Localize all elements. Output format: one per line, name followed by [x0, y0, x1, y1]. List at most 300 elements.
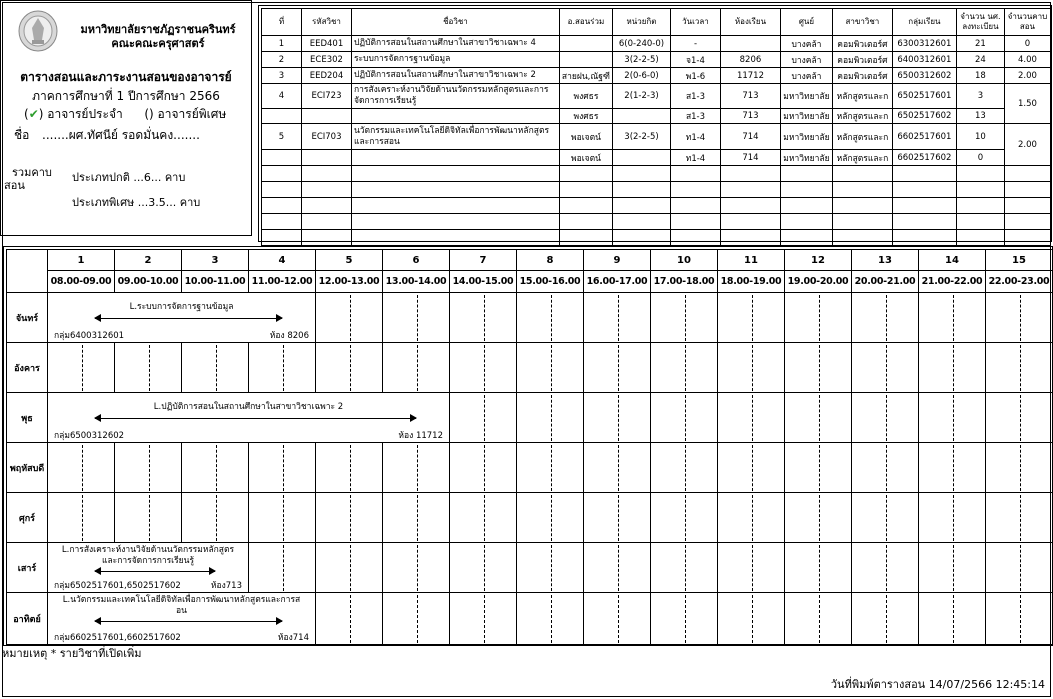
row-students: 3	[956, 84, 1004, 109]
empty-cell	[720, 230, 780, 246]
period-time: 15.00-16.00	[517, 271, 584, 293]
empty-cell	[956, 166, 1004, 182]
half-hour-divider	[1020, 445, 1021, 491]
half-hour-divider	[1020, 295, 1021, 341]
period-time: 16.00-17.00	[584, 271, 651, 293]
half-hour-divider	[685, 345, 686, 391]
row-credit: 3(2-2-5)	[613, 52, 671, 68]
row-code: ECE302	[301, 52, 351, 68]
university-name: มหาวิทยาลัยราชภัฏราชนครินทร์	[80, 23, 236, 36]
half-hour-divider	[618, 445, 619, 491]
row-name: ปฏิบัติการสอนในสถานศึกษาในสาขาวิชาเฉพาะ 4	[351, 36, 559, 52]
row-credit: 6(0-240-0)	[613, 36, 671, 52]
row-room: 11712	[720, 68, 780, 84]
half-hour-divider	[350, 295, 351, 341]
class-title: L.นวัตกรรมและเทคโนโลยีดิจิทัลเพื่อการพัฒนาหลักสูตรและการส อน	[62, 595, 301, 616]
half-hour-divider	[953, 595, 954, 643]
row-students: 13	[956, 109, 1004, 124]
half-hour-divider	[953, 545, 954, 591]
half-hour-divider	[283, 445, 284, 491]
print-timestamp: วันที่พิมพ์ตารางสอน 14/07/2566 12:45:14	[830, 678, 1045, 691]
half-hour-divider	[283, 545, 284, 591]
period-time: 14.00-15.00	[450, 271, 517, 293]
empty-cell	[780, 198, 832, 214]
course-row	[262, 68, 1051, 84]
half-hour-divider	[1020, 395, 1021, 441]
total-hours-label-1: รวมคาบ	[12, 166, 52, 179]
row-students: 18	[956, 68, 1004, 84]
class-group: กลุ่ม6400312601	[54, 331, 125, 341]
normal-hours: ประเภทปกติ ...6... คาบ	[72, 171, 186, 184]
empty-cell	[1004, 166, 1050, 182]
row-group: 6300312601	[892, 36, 956, 52]
row-credit: 2(1-2-3)	[613, 84, 671, 109]
half-hour-divider	[819, 395, 820, 441]
total-hours-label-2: สอน	[4, 179, 25, 192]
class-block[interactable]	[48, 593, 316, 645]
empty-cell	[559, 214, 612, 230]
course-row	[262, 52, 1051, 68]
empty-cell	[780, 182, 832, 198]
empty-cell	[670, 182, 720, 198]
row-group: 6500312602	[892, 68, 956, 84]
class-room: ห้อง 11712	[398, 431, 443, 441]
col-credit: หน่วยกิต	[613, 9, 671, 36]
half-hour-divider	[618, 395, 619, 441]
half-hour-divider	[417, 545, 418, 591]
empty-cell	[1004, 230, 1050, 246]
empty-cell	[956, 182, 1004, 198]
row-code: ECI723	[301, 84, 351, 109]
empty-cell	[892, 182, 956, 198]
period-time: 11.00-12.00	[249, 271, 316, 293]
half-hour-divider	[283, 345, 284, 391]
grid-corner	[6, 249, 48, 293]
class-title: L.ปฏิบัติการสอนในสถานศึกษาในสาขาวิชาเฉพาะ 2	[153, 402, 344, 412]
period-time: 20.00-21.00	[852, 271, 919, 293]
row-no	[262, 109, 302, 124]
half-hour-divider	[886, 345, 887, 391]
duration-arrow-icon	[95, 621, 283, 622]
empty-cell	[613, 214, 671, 230]
empty-cell	[559, 198, 612, 214]
empty-cell	[780, 230, 832, 246]
period-number: 7	[450, 249, 517, 271]
empty-cell	[832, 182, 892, 198]
half-hour-divider	[484, 495, 485, 541]
col-code: รหัสวิชา	[301, 9, 351, 36]
half-hour-divider	[484, 395, 485, 441]
row-students: 0	[956, 150, 1004, 166]
col-name: ชื่อวิชา	[351, 9, 559, 36]
row-center: บางคล้า	[780, 68, 832, 84]
half-hour-divider	[752, 495, 753, 541]
half-hour-divider	[350, 545, 351, 591]
empty-cell	[720, 166, 780, 182]
period-time: 22.00-23.00	[986, 271, 1053, 293]
course-row	[262, 36, 1051, 52]
empty-cell	[613, 198, 671, 214]
half-hour-divider	[886, 595, 887, 643]
row-major: หลักสูตรและก	[832, 109, 892, 124]
empty-cell	[832, 214, 892, 230]
half-hour-divider	[953, 395, 954, 441]
half-hour-divider	[953, 495, 954, 541]
empty-cell	[720, 182, 780, 198]
half-hour-divider	[1020, 595, 1021, 643]
row-credit	[613, 150, 671, 166]
row-center: มหาวิทยาลัย	[780, 84, 832, 109]
half-hour-divider	[953, 345, 954, 391]
col-hours: จำนวนคาบสอน	[1004, 9, 1050, 36]
half-hour-divider	[886, 495, 887, 541]
half-hour-divider	[350, 445, 351, 491]
class-title: L.ระบบการจัดการฐานข้อมูล	[129, 302, 234, 312]
row-hours: 2.00	[1004, 68, 1050, 84]
class-title: L.การสังเคราะห์งานวิจัยด้านนวัตกรรมหลักสูตร และการจัดการการเรียนรู้	[61, 545, 235, 566]
row-name	[351, 109, 559, 124]
row-no: 2	[262, 52, 302, 68]
col-no: ที่	[262, 9, 302, 36]
empty-cell	[670, 230, 720, 246]
empty-cell	[780, 214, 832, 230]
row-center: มหาวิทยาลัย	[780, 124, 832, 150]
row-co-teacher: พอเจตน์	[559, 150, 612, 166]
day-label: ศุกร์	[6, 493, 48, 543]
half-hour-divider	[685, 445, 686, 491]
empty-cell	[832, 166, 892, 182]
half-hour-divider	[1020, 495, 1021, 541]
half-hour-divider	[551, 545, 552, 591]
row-group: 6602517601	[892, 124, 956, 150]
empty-cell	[351, 198, 559, 214]
class-block[interactable]	[48, 393, 450, 443]
row-hours: 2.00	[1004, 124, 1050, 166]
row-time: ส1-3	[670, 84, 720, 109]
row-hours: 0	[1004, 36, 1050, 52]
half-hour-divider	[685, 595, 686, 643]
row-major: หลักสูตรและก	[832, 150, 892, 166]
duration-arrow-icon	[95, 418, 417, 419]
row-code: EED401	[301, 36, 351, 52]
row-students: 24	[956, 52, 1004, 68]
row-name: ระบบการจัดการฐานข้อมูล	[351, 52, 559, 68]
period-time: 17.00-18.00	[651, 271, 718, 293]
col-students: จำนวน นศ. ลงทะเบียน	[956, 9, 1004, 36]
empty-cell	[351, 182, 559, 198]
class-block[interactable]	[48, 293, 316, 343]
half-hour-divider	[149, 345, 150, 391]
half-hour-divider	[886, 395, 887, 441]
half-hour-divider	[1020, 345, 1021, 391]
empty-cell	[1004, 182, 1050, 198]
half-hour-divider	[417, 495, 418, 541]
course-row-empty	[262, 230, 1051, 246]
row-room: 713	[720, 109, 780, 124]
row-name: ปฏิบัติการสอนในสถานศึกษาในสาขาวิชาเฉพาะ 2	[351, 68, 559, 84]
row-major: คอมพิวเตอร์ศ	[832, 36, 892, 52]
half-hour-divider	[551, 445, 552, 491]
course-row-empty	[262, 214, 1051, 230]
row-no	[262, 150, 302, 166]
col-room: ห้องเรียน	[720, 9, 780, 36]
day-label: พุธ	[6, 393, 48, 443]
half-hour-divider	[886, 295, 887, 341]
half-hour-divider	[484, 295, 485, 341]
half-hour-divider	[752, 445, 753, 491]
empty-cell	[670, 198, 720, 214]
period-number: 13	[852, 249, 919, 271]
page-title: ตารางสอนและภาระงานสอนของอาจารย์	[20, 70, 232, 84]
row-room: 713	[720, 84, 780, 109]
empty-cell	[559, 166, 612, 182]
row-group: 6400312601	[892, 52, 956, 68]
university-seal-icon	[18, 10, 58, 52]
footnote: หมายเหตุ * รายวิชาที่เปิดเพิ่ม	[2, 647, 142, 660]
period-number: 2	[115, 249, 182, 271]
class-group: กลุ่ม6602517601,6602517602	[54, 633, 181, 643]
row-code	[301, 109, 351, 124]
half-hour-divider	[618, 595, 619, 643]
empty-cell	[613, 182, 671, 198]
half-hour-divider	[551, 495, 552, 541]
period-number: 4	[249, 249, 316, 271]
type-special-label: () อาจารย์พิเศษ	[144, 107, 227, 121]
empty-cell	[262, 166, 302, 182]
period-number: 9	[584, 249, 651, 271]
half-hour-divider	[752, 345, 753, 391]
half-hour-divider	[551, 595, 552, 643]
half-hour-divider	[1020, 545, 1021, 591]
half-hour-divider	[953, 295, 954, 341]
half-hour-divider	[417, 295, 418, 341]
period-time: 08.00-09.00	[48, 271, 115, 293]
row-major: หลักสูตรและก	[832, 124, 892, 150]
half-hour-divider	[216, 495, 217, 541]
row-time: พ1-6	[670, 68, 720, 84]
half-hour-divider	[350, 495, 351, 541]
empty-cell	[301, 182, 351, 198]
period-number: 11	[718, 249, 785, 271]
empty-cell	[892, 198, 956, 214]
period-number: 15	[986, 249, 1053, 271]
empty-cell	[301, 230, 351, 246]
col-major: สาขาวิชา	[832, 9, 892, 36]
check-icon: ✔	[28, 107, 39, 121]
row-co-teacher	[559, 36, 612, 52]
row-group: 6502517601	[892, 84, 956, 109]
half-hour-divider	[283, 495, 284, 541]
empty-cell	[670, 214, 720, 230]
empty-cell	[559, 230, 612, 246]
row-room	[720, 36, 780, 52]
row-co-teacher: พงศธร	[559, 84, 612, 109]
half-hour-divider	[819, 545, 820, 591]
empty-cell	[301, 214, 351, 230]
empty-cell	[832, 198, 892, 214]
row-major: คอมพิวเตอร์ศ	[832, 68, 892, 84]
empty-cell	[351, 166, 559, 182]
half-hour-divider	[82, 345, 83, 391]
row-credit	[613, 109, 671, 124]
class-group: กลุ่ม6500312602	[54, 431, 125, 441]
row-no: 5	[262, 124, 302, 150]
day-label: เสาร์	[6, 543, 48, 593]
row-name	[351, 150, 559, 166]
row-co-teacher	[559, 52, 612, 68]
half-hour-divider	[819, 295, 820, 341]
period-number: 3	[182, 249, 249, 271]
row-center: บางคล้า	[780, 52, 832, 68]
empty-cell	[262, 182, 302, 198]
teacher-type	[24, 105, 226, 124]
empty-cell	[956, 214, 1004, 230]
day-label: อาทิตย์	[6, 593, 48, 645]
empty-cell	[262, 198, 302, 214]
period-number: 14	[919, 249, 986, 271]
class-room: ห้อง714	[277, 633, 309, 643]
half-hour-divider	[819, 445, 820, 491]
row-time: ส1-3	[670, 109, 720, 124]
half-hour-divider	[82, 445, 83, 491]
col-center: ศูนย์	[780, 9, 832, 36]
row-time: ท1-4	[670, 124, 720, 150]
row-hours: 4.00	[1004, 52, 1050, 68]
row-room: 714	[720, 150, 780, 166]
row-credit: 3(2-2-5)	[613, 124, 671, 150]
duration-arrow-icon	[95, 571, 216, 572]
row-name: นวัตกรรมและเทคโนโลยีดิจิทัลเพื่อการพัฒนาหลักสูตรและการสอน	[351, 124, 559, 150]
row-hours: 1.50	[1004, 84, 1050, 124]
empty-cell	[262, 230, 302, 246]
period-number: 12	[785, 249, 852, 271]
empty-cell	[832, 230, 892, 246]
row-co-teacher: พงศธร	[559, 109, 612, 124]
row-time: จ1-4	[670, 52, 720, 68]
half-hour-divider	[618, 295, 619, 341]
period-time: 19.00-20.00	[785, 271, 852, 293]
period-time: 09.00-10.00	[115, 271, 182, 293]
period-time: 12.00-13.00	[316, 271, 383, 293]
name-label: ชื่อ	[14, 128, 30, 142]
row-center: มหาวิทยาลัย	[780, 150, 832, 166]
period-number: 10	[651, 249, 718, 271]
col-co-teacher: อ.สอนร่วม	[559, 9, 612, 36]
course-row	[262, 150, 1051, 166]
half-hour-divider	[149, 495, 150, 541]
duration-arrow-icon	[95, 318, 283, 319]
period-number: 1	[48, 249, 115, 271]
row-no: 4	[262, 84, 302, 109]
half-hour-divider	[685, 495, 686, 541]
row-code: ECI703	[301, 124, 351, 150]
empty-cell	[351, 214, 559, 230]
paren-open: (	[24, 107, 29, 121]
course-row-empty	[262, 166, 1051, 182]
half-hour-divider	[953, 445, 954, 491]
empty-cell	[301, 166, 351, 182]
special-hours: ประเภทพิเศษ ...3.5... คาบ	[72, 196, 201, 209]
course-row-empty	[262, 182, 1051, 198]
class-group: กลุ่ม6502517601,6502517602	[54, 581, 181, 591]
weekly-schedule-grid	[3, 246, 1053, 646]
half-hour-divider	[484, 545, 485, 591]
half-hour-divider	[350, 345, 351, 391]
row-students: 10	[956, 124, 1004, 150]
empty-cell	[720, 214, 780, 230]
class-room: ห้อง 8206	[269, 331, 309, 341]
half-hour-divider	[752, 295, 753, 341]
day-label: พฤหัสบดี	[6, 443, 48, 493]
empty-cell	[613, 230, 671, 246]
course-row	[262, 109, 1051, 124]
half-hour-divider	[551, 295, 552, 341]
course-table-header	[262, 9, 1051, 36]
course-row-empty	[262, 198, 1051, 214]
half-hour-divider	[551, 345, 552, 391]
half-hour-divider	[216, 345, 217, 391]
half-hour-divider	[350, 595, 351, 643]
empty-cell	[301, 198, 351, 214]
col-group: กลุ่มเรียน	[892, 9, 956, 36]
half-hour-divider	[484, 445, 485, 491]
course-row	[262, 124, 1051, 150]
half-hour-divider	[216, 445, 217, 491]
half-hour-divider	[417, 445, 418, 491]
period-time: 13.00-14.00	[383, 271, 450, 293]
empty-cell	[892, 166, 956, 182]
half-hour-divider	[886, 445, 887, 491]
half-hour-divider	[618, 545, 619, 591]
empty-cell	[262, 214, 302, 230]
row-students: 21	[956, 36, 1004, 52]
empty-cell	[892, 214, 956, 230]
half-hour-divider	[819, 495, 820, 541]
row-room: 714	[720, 124, 780, 150]
row-co-teacher: พอเจตน์	[559, 124, 612, 150]
type-regular-label: ) อาจารย์ประจำ	[38, 107, 123, 121]
half-hour-divider	[752, 545, 753, 591]
row-room: 8206	[720, 52, 780, 68]
half-hour-divider	[685, 545, 686, 591]
half-hour-divider	[819, 345, 820, 391]
row-no: 1	[262, 36, 302, 52]
row-major: หลักสูตรและก	[832, 84, 892, 109]
empty-cell	[780, 166, 832, 182]
half-hour-divider	[685, 395, 686, 441]
empty-cell	[956, 198, 1004, 214]
row-code	[301, 150, 351, 166]
empty-cell	[892, 230, 956, 246]
half-hour-divider	[752, 595, 753, 643]
faculty-name: คณะคณะครุศาสตร์	[111, 37, 205, 50]
empty-cell	[1004, 198, 1050, 214]
half-hour-divider	[551, 395, 552, 441]
day-label: จันทร์	[6, 293, 48, 343]
teacher-info-panel	[0, 0, 252, 236]
class-room: ห้อง713	[210, 581, 242, 591]
period-number: 5	[316, 249, 383, 271]
period-number: 8	[517, 249, 584, 271]
half-hour-divider	[886, 545, 887, 591]
empty-cell	[670, 166, 720, 182]
row-group: 6502517602	[892, 109, 956, 124]
half-hour-divider	[618, 345, 619, 391]
course-table	[258, 5, 1052, 242]
class-block[interactable]	[48, 543, 249, 593]
row-code: EED204	[301, 68, 351, 84]
row-time: ท1-4	[670, 150, 720, 166]
